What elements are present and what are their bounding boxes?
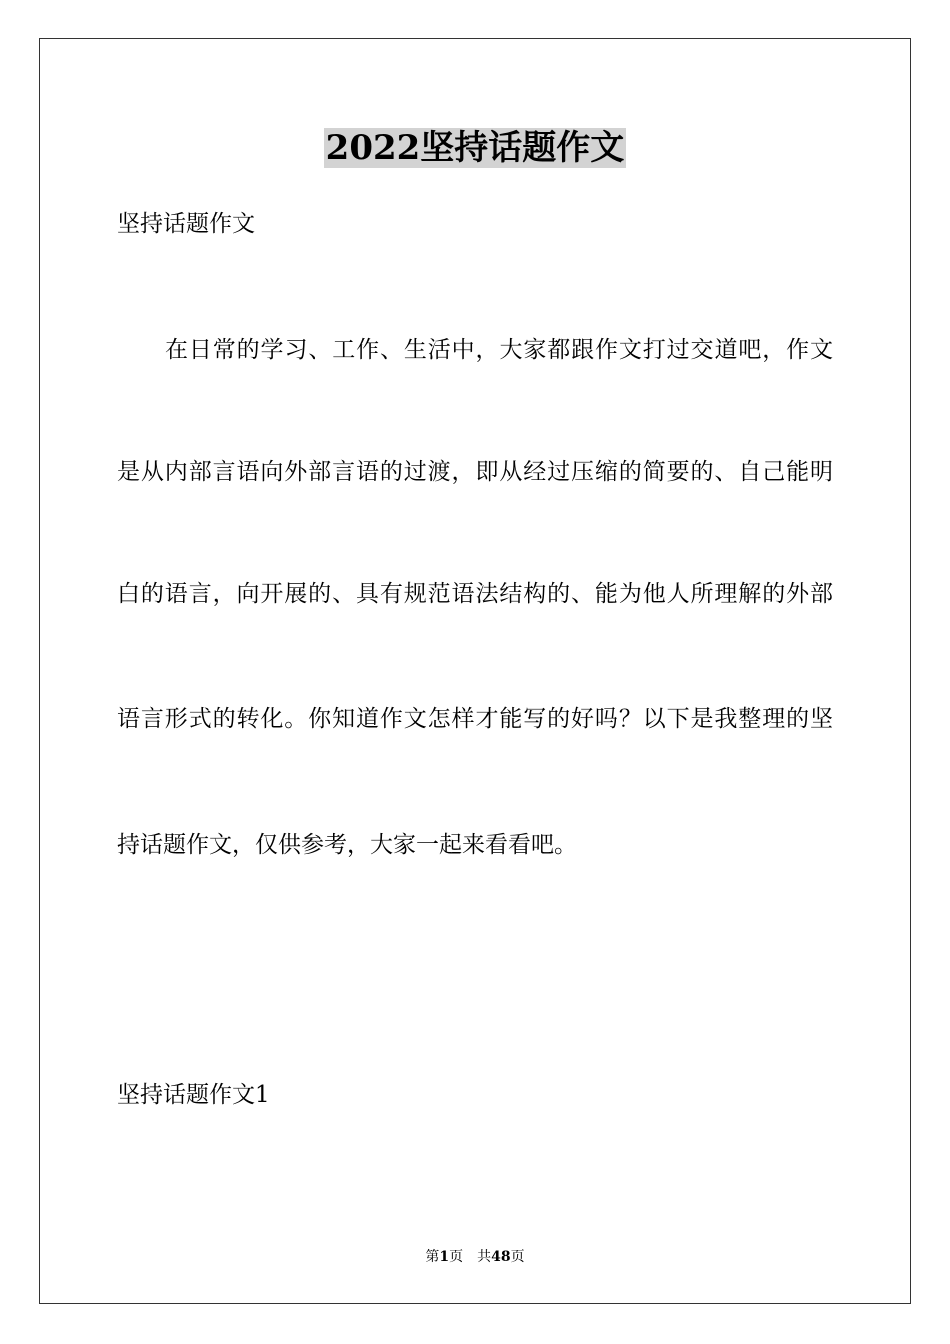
footer-total-pages: 48 xyxy=(491,1249,511,1265)
page-footer xyxy=(0,1247,950,1267)
section-heading: 坚持话题作文1 xyxy=(117,1082,270,1108)
footer-mid: 页 共 xyxy=(449,1249,492,1265)
footer-current-page: 1 xyxy=(439,1249,450,1265)
document-subtitle: 坚持话题作文 xyxy=(117,211,255,237)
document-title xyxy=(0,126,950,170)
intro-paragraph-line: 语言形式的转化。你知道作文怎样才能写的好吗？以下是我整理的坚 xyxy=(117,706,833,732)
footer-suffix: 页 xyxy=(510,1249,525,1265)
intro-paragraph-line: 持话题作文，仅供参考，大家一起来看看吧。 xyxy=(117,832,577,858)
intro-paragraph-line: 是从内部言语向外部言语的过渡，即从经过压缩的简要的、自己能明 xyxy=(117,459,833,485)
intro-paragraph-line: 白的语言，向开展的、具有规范语法结构的、能为他人所理解的外部 xyxy=(117,581,833,607)
footer-prefix: 第 xyxy=(425,1249,440,1265)
intro-paragraph-line: 在日常的学习、工作、生活中，大家都跟作文打过交道吧，作文 xyxy=(165,337,833,363)
document-title-text: 2022坚持话题作文 xyxy=(325,128,625,168)
